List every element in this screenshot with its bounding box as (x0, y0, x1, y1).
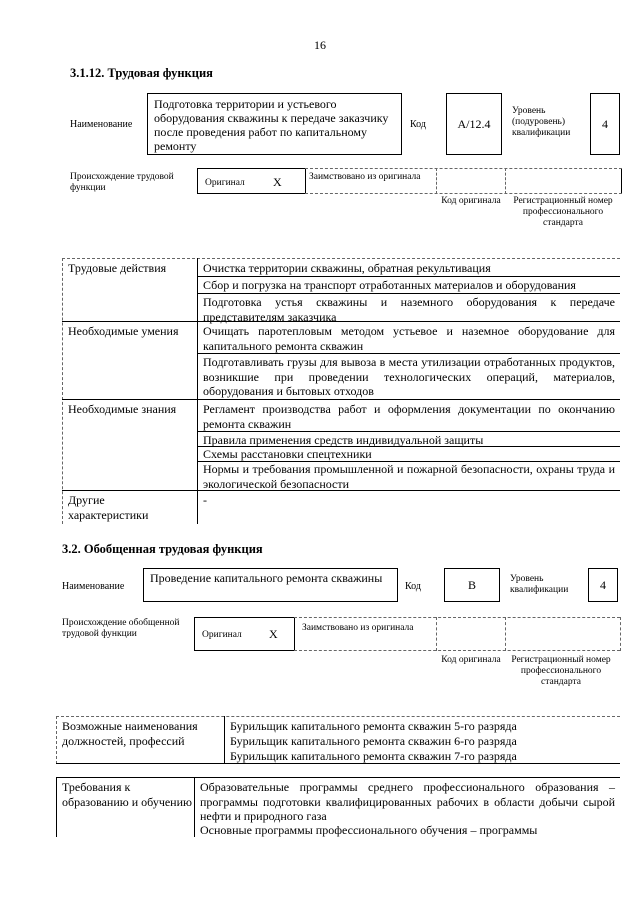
original-mark: X (273, 175, 282, 189)
row-label-knowledge: Необходимые знания (68, 402, 177, 416)
reg-label: Регистрационный номер профессионального стандарта (513, 196, 613, 228)
position-3: Бурильщик капитального ремонта скважин 7-го разряда (230, 749, 517, 763)
borrowed-label: Заимствовано из оригинала (309, 172, 421, 182)
level-box (590, 93, 620, 155)
borrowed-label-2: Заимствовано из оригинала (302, 623, 414, 633)
reg-label-2: Регистрационный номер профессионального стандарта (511, 655, 611, 687)
origin-label: Происхождение трудовой функции (70, 172, 174, 193)
section-heading: 3.1.12. Трудовая функция (70, 66, 213, 80)
cell-knowledge-2: Правила применения средств индивидуальной защиты (203, 433, 484, 447)
position-1: Бурильщик капитального ремонта скважин 5-го разряда (230, 719, 517, 733)
cell-action-2: Сбор и погрузка на транспорт отработанных материалов и оборудования (203, 278, 576, 292)
original-label: Оригинал (205, 178, 245, 188)
cell-knowledge-4: Нормы и требования промышленной и пожарной безопасности, охраны труда и экологической безопасности (203, 462, 615, 491)
cell-skill-1: Очищать паротепловым методом устьевое и наземное оборудование для капитального ремонта скважин (203, 324, 615, 353)
page-number: 16 (314, 38, 326, 52)
name-label-2: Наименование (62, 581, 125, 592)
edu-item-1: Образовательные программы среднего профессионального образования – программы подготовки квалифицированных рабочих в области добычи сырой нефти и природного газа (200, 780, 615, 823)
origin-label-2: Происхождение обобщенной трудовой функции (62, 618, 180, 639)
level-label: Уровень (подуровень) квалификации (512, 106, 571, 138)
level-value: 4 (602, 117, 608, 131)
code-label: Код (410, 119, 426, 130)
level-value-2: 4 (600, 578, 606, 592)
cell-knowledge-3: Схемы расстановки спецтехники (203, 447, 372, 461)
code-orig-label-2: Код оригинала (441, 655, 501, 665)
level-box-2 (588, 568, 618, 602)
cell-skill-2: Подготавливать грузы для вывоза в места утилизации отработанных продуктов, возникшие при проведении технологических операций, материалов, оборудования и бытовых отходов (203, 355, 615, 398)
name-box-2 (143, 568, 398, 602)
code-label-2: Код (405, 581, 421, 592)
code-box-2 (444, 568, 500, 602)
cell-knowledge-1: Регламент производства работ и оформления документации по окончанию ремонта скважин (203, 402, 615, 431)
cell-action-1: Очистка территории скважины, обратная рекультивация (203, 261, 491, 275)
code-value-2: В (467, 578, 476, 592)
code-box (446, 93, 502, 155)
row-label-actions: Трудовые действия (68, 261, 167, 275)
original-mark-2: X (269, 627, 278, 641)
position-2: Бурильщик капитального ремонта скважин 6-го разряда (230, 734, 517, 748)
cell-other-1: - (203, 493, 207, 507)
name-value-2: Проведение капитального ремонта скважины (150, 571, 383, 585)
positions-label: Возможные наименования должностей, профессий (62, 719, 198, 748)
cell-action-3: Подготовка устья скважины и наземного оборудования к передаче представителям заказчика (203, 295, 615, 324)
section-heading-2: 3.2. Обобщенная трудовая функция (62, 542, 263, 556)
code-orig-label: Код оригинала (441, 196, 501, 206)
code-value: А/12.4 (457, 117, 491, 131)
name-value: Подготовка территории и устьевого оборудования скважины к передаче заказчику после проведения работ по капитальному ремонту (154, 97, 389, 153)
row-label-other: Другие характеристики (68, 493, 149, 522)
edu-item-2: Основные программы профессионального обучения – программы (200, 823, 538, 837)
row-label-skills: Необходимые умения (68, 324, 179, 338)
original-label-2: Оригинал (202, 630, 242, 640)
name-label: Наименование (70, 119, 133, 130)
edu-label: Требования к образованию и обучению (62, 780, 192, 809)
name-box (147, 93, 402, 155)
level-label-2: Уровень квалификации (510, 574, 569, 595)
